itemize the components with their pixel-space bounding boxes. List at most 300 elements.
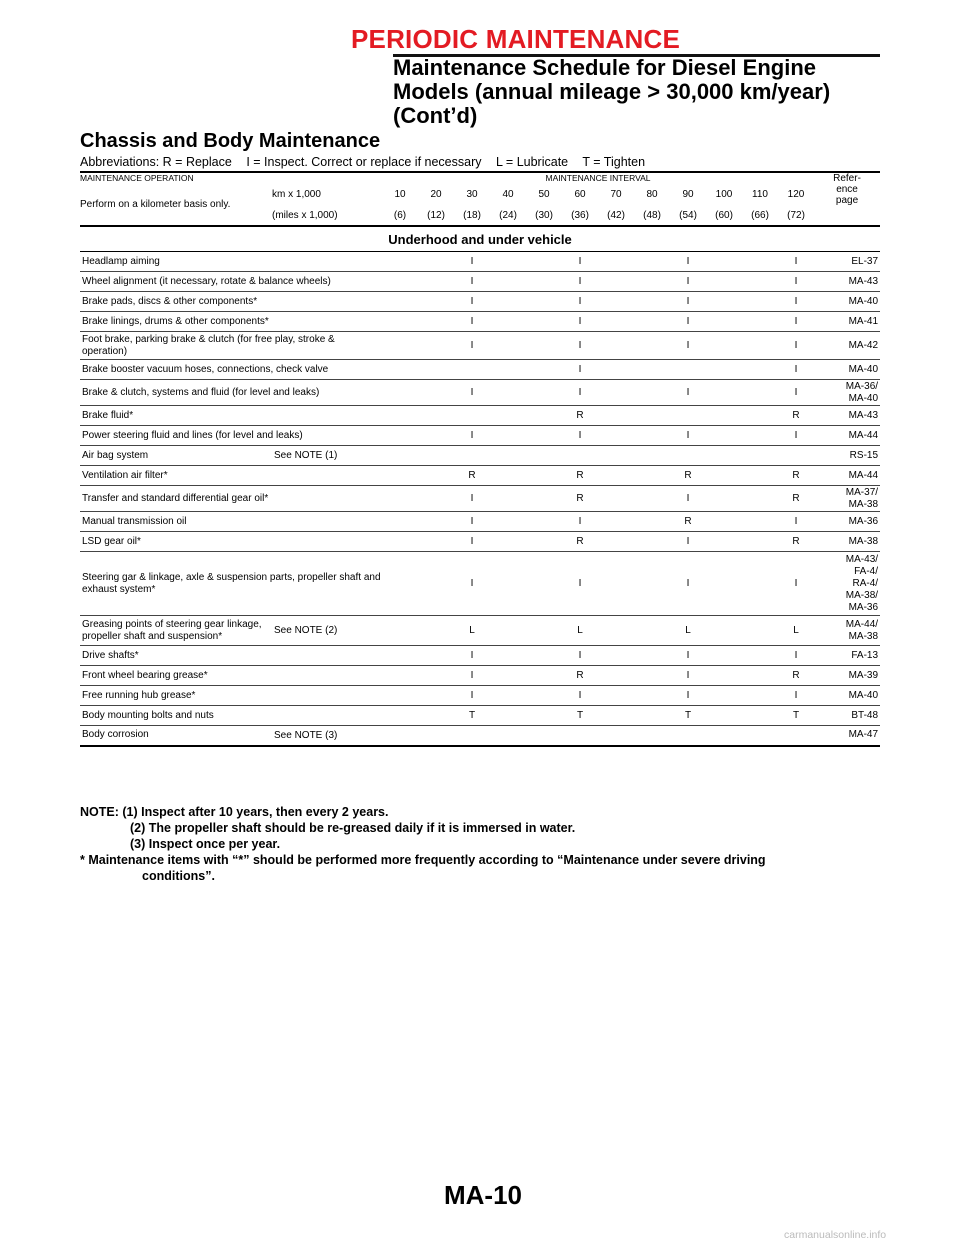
interval-mark xyxy=(706,666,742,686)
interval-mark: R xyxy=(454,466,490,486)
interval-mark: I xyxy=(670,686,706,706)
abbrev-inspect: I = Inspect. Correct or replace if necessary xyxy=(246,155,482,169)
interval-mark xyxy=(670,446,706,466)
reference-page-header xyxy=(814,172,880,226)
reference-header-line: Refer- xyxy=(833,173,861,184)
reference-page: MA-41 xyxy=(814,312,880,332)
table-row xyxy=(80,552,880,616)
interval-mark xyxy=(382,360,418,380)
interval-mark xyxy=(418,726,454,746)
interval-mark xyxy=(526,252,562,272)
interval-mark xyxy=(634,706,670,726)
interval-mark xyxy=(562,726,598,746)
km-value: 110 xyxy=(752,188,768,200)
interval-mark xyxy=(706,292,742,312)
interval-mark xyxy=(490,726,526,746)
reference-page: MA-36 xyxy=(814,512,880,532)
interval-mark: I xyxy=(778,252,814,272)
interval-mark xyxy=(490,380,526,406)
interval-mark: R xyxy=(778,666,814,686)
interval-mark xyxy=(598,332,634,360)
interval-mark: L xyxy=(670,616,706,646)
interval-mark xyxy=(418,552,454,616)
interval-mark: I xyxy=(562,380,598,406)
item-note: See NOTE (3) xyxy=(272,726,382,746)
note-line: * Maintenance items with “*” should be performed more frequently according to “Maintenance under severe driving xyxy=(80,853,766,867)
table-row xyxy=(80,426,880,446)
mile-value: (48) xyxy=(643,209,661,221)
interval-mark xyxy=(418,332,454,360)
interval-mark xyxy=(742,666,778,686)
interval-mark: I xyxy=(778,512,814,532)
interval-mark xyxy=(778,726,814,746)
item-name: Brake pads, discs & other components* xyxy=(80,292,382,312)
watermark: carmanualsonline.info xyxy=(784,1229,887,1241)
interval-mark: I xyxy=(562,360,598,380)
interval-mark xyxy=(706,646,742,666)
interval-mark xyxy=(706,312,742,332)
interval-mark xyxy=(634,252,670,272)
section-header: PERIODIC MAINTENANCE xyxy=(351,24,681,54)
interval-mark xyxy=(634,292,670,312)
interval-mark xyxy=(778,446,814,466)
interval-mark: L xyxy=(562,616,598,646)
interval-mark xyxy=(670,406,706,426)
interval-mark xyxy=(490,292,526,312)
interval-mark: I xyxy=(778,686,814,706)
item-name: Headlamp aiming xyxy=(80,252,382,272)
abbrev-replace: Abbreviations: R = Replace xyxy=(80,155,232,169)
reference-page: MA-37/ MA-38 xyxy=(814,486,880,512)
interval-mark xyxy=(526,686,562,706)
interval-mark xyxy=(742,406,778,426)
interval-mark xyxy=(526,380,562,406)
interval-mark xyxy=(706,706,742,726)
interval-mark xyxy=(706,446,742,466)
table-row xyxy=(80,292,880,312)
interval-mark: I xyxy=(454,486,490,512)
interval-mark xyxy=(490,426,526,446)
km-label: km x 1,000 xyxy=(272,188,321,200)
interval-mark: I xyxy=(670,666,706,686)
interval-mark: R xyxy=(562,532,598,552)
item-name: Transfer and standard differential gear oil* xyxy=(80,486,382,512)
interval-mark xyxy=(598,486,634,512)
km-value: 120 xyxy=(787,188,805,200)
interval-mark xyxy=(598,426,634,446)
table-row xyxy=(80,332,880,360)
interval-mark xyxy=(598,706,634,726)
interval-mark xyxy=(706,360,742,380)
maintenance-operation-header: MAINTENANCE OPERATION xyxy=(80,172,382,183)
interval-mark xyxy=(634,380,670,406)
interval-mark: R xyxy=(562,486,598,512)
interval-mark xyxy=(526,706,562,726)
interval-mark xyxy=(418,616,454,646)
table-row xyxy=(80,666,880,686)
interval-mark xyxy=(742,466,778,486)
interval-mark: I xyxy=(670,552,706,616)
interval-mark: I xyxy=(454,646,490,666)
interval-mark: T xyxy=(562,706,598,726)
page-title xyxy=(393,56,880,128)
interval-mark xyxy=(598,552,634,616)
interval-mark xyxy=(526,406,562,426)
interval-mark: I xyxy=(778,646,814,666)
table-header-row xyxy=(80,172,880,183)
item-name: Foot brake, parking brake & clutch (for free play, stroke & operation) xyxy=(80,332,382,360)
interval-mark: L xyxy=(778,616,814,646)
item-name: Ventilation air filter* xyxy=(80,466,382,486)
interval-mark xyxy=(706,552,742,616)
interval-mark xyxy=(598,686,634,706)
item-name: Steering gar & linkage, axle & suspension parts, propeller shaft and exhaust system* xyxy=(80,552,382,616)
interval-mark xyxy=(742,332,778,360)
page-title-line: Models (annual mileage > 30,000 km/year) xyxy=(393,79,831,104)
interval-mark: I xyxy=(562,646,598,666)
interval-mark xyxy=(742,646,778,666)
interval-mark: I xyxy=(454,272,490,292)
interval-mark: I xyxy=(778,272,814,292)
mile-value: (24) xyxy=(499,209,517,221)
interval-mark xyxy=(418,446,454,466)
interval-mark: I xyxy=(670,646,706,666)
item-note: See NOTE (2) xyxy=(272,616,382,646)
interval-mark xyxy=(562,446,598,466)
interval-mark: R xyxy=(778,486,814,512)
interval-mark xyxy=(598,726,634,746)
interval-mark xyxy=(598,466,634,486)
interval-mark xyxy=(382,486,418,512)
abbreviations xyxy=(80,155,656,169)
interval-mark: I xyxy=(454,312,490,332)
interval-mark: I xyxy=(778,380,814,406)
interval-mark xyxy=(742,486,778,512)
interval-mark: I xyxy=(454,532,490,552)
interval-mark: I xyxy=(562,312,598,332)
perform-note: Perform on a kilometer basis only. xyxy=(80,198,231,210)
mile-value: (12) xyxy=(427,209,445,221)
item-name: Drive shafts* xyxy=(80,646,382,666)
abbrev-lubricate: L = Lubricate xyxy=(495,155,569,169)
interval-mark xyxy=(418,292,454,312)
interval-mark xyxy=(706,532,742,552)
interval-mark xyxy=(742,552,778,616)
interval-mark: I xyxy=(670,380,706,406)
interval-mark xyxy=(382,466,418,486)
interval-mark: I xyxy=(778,292,814,312)
mile-value: (60) xyxy=(715,209,733,221)
table-row xyxy=(80,706,880,726)
item-name: LSD gear oil* xyxy=(80,532,382,552)
interval-mark xyxy=(382,726,418,746)
interval-mark xyxy=(490,252,526,272)
interval-mark: I xyxy=(778,426,814,446)
interval-mark xyxy=(418,466,454,486)
reference-page: BT-48 xyxy=(814,706,880,726)
interval-mark xyxy=(490,706,526,726)
interval-mark xyxy=(382,706,418,726)
item-name: Greasing points of steering gear linkage, propeller shaft and suspension* xyxy=(80,616,272,646)
interval-mark xyxy=(490,616,526,646)
interval-mark xyxy=(418,666,454,686)
interval-mark xyxy=(526,486,562,512)
interval-mark xyxy=(706,272,742,292)
table-row xyxy=(80,312,880,332)
note-line: (2) The propeller shaft should be re-greased daily if it is immersed in water. xyxy=(130,821,576,835)
interval-mark: I xyxy=(778,312,814,332)
interval-mark xyxy=(490,532,526,552)
interval-mark: I xyxy=(454,666,490,686)
interval-mark xyxy=(634,360,670,380)
interval-mark xyxy=(670,360,706,380)
interval-mark: I xyxy=(670,312,706,332)
reference-page: RS-15 xyxy=(814,446,880,466)
interval-mark xyxy=(634,486,670,512)
interval-mark xyxy=(598,646,634,666)
interval-mark: R xyxy=(778,466,814,486)
reference-header-line: ence xyxy=(836,184,858,195)
miles-label: (miles x 1,000) xyxy=(272,209,338,221)
interval-mark: I xyxy=(670,252,706,272)
km-value: 70 xyxy=(610,188,622,200)
interval-mark xyxy=(706,616,742,646)
interval-mark xyxy=(598,406,634,426)
reference-page: EL-37 xyxy=(814,252,880,272)
group-title: Underhood and under vehicle xyxy=(80,226,880,252)
mile-value: (6) xyxy=(393,209,407,221)
interval-mark: I xyxy=(562,332,598,360)
interval-mark: I xyxy=(454,512,490,532)
interval-mark xyxy=(526,292,562,312)
interval-mark xyxy=(382,532,418,552)
interval-mark xyxy=(382,666,418,686)
interval-mark: T xyxy=(454,706,490,726)
interval-mark: I xyxy=(778,332,814,360)
maintenance-table xyxy=(80,171,880,747)
interval-mark xyxy=(454,726,490,746)
interval-mark xyxy=(634,406,670,426)
reference-page: MA-36/ MA-40 xyxy=(814,380,880,406)
mile-value: (18) xyxy=(463,209,481,221)
interval-mark xyxy=(598,512,634,532)
interval-mark: R xyxy=(562,466,598,486)
interval-mark xyxy=(382,512,418,532)
interval-mark xyxy=(634,726,670,746)
interval-mark xyxy=(418,532,454,552)
interval-mark xyxy=(742,726,778,746)
interval-mark xyxy=(454,360,490,380)
mile-value: (42) xyxy=(607,209,625,221)
km-value: 100 xyxy=(715,188,733,200)
interval-mark xyxy=(706,426,742,446)
interval-mark: I xyxy=(562,252,598,272)
interval-mark xyxy=(598,380,634,406)
interval-mark: R xyxy=(778,406,814,426)
interval-mark xyxy=(418,312,454,332)
interval-mark xyxy=(382,552,418,616)
table-row xyxy=(80,446,880,466)
interval-mark xyxy=(490,686,526,706)
interval-mark xyxy=(634,466,670,486)
interval-mark: T xyxy=(778,706,814,726)
interval-mark xyxy=(634,312,670,332)
notes xyxy=(80,804,882,884)
km-value: 50 xyxy=(538,188,550,200)
interval-mark xyxy=(742,616,778,646)
interval-mark xyxy=(490,666,526,686)
interval-mark xyxy=(382,616,418,646)
interval-mark xyxy=(490,552,526,616)
interval-mark xyxy=(634,426,670,446)
interval-mark xyxy=(634,532,670,552)
reference-page: MA-44 xyxy=(814,426,880,446)
interval-mark xyxy=(490,646,526,666)
reference-header-line: page xyxy=(835,195,859,206)
interval-mark xyxy=(742,686,778,706)
interval-mark: I xyxy=(670,532,706,552)
interval-mark xyxy=(526,532,562,552)
page-number: MA-10 xyxy=(444,1180,523,1210)
interval-mark: I xyxy=(454,292,490,312)
item-name: Brake & clutch, systems and fluid (for level and leaks) xyxy=(80,380,382,406)
interval-mark xyxy=(418,706,454,726)
table-row xyxy=(80,726,880,746)
interval-mark xyxy=(526,726,562,746)
interval-mark xyxy=(526,446,562,466)
km-value: 30 xyxy=(466,188,478,200)
item-name: Manual transmission oil xyxy=(80,512,382,532)
mile-value: (36) xyxy=(571,209,589,221)
interval-mark xyxy=(670,726,706,746)
table-row xyxy=(80,380,880,406)
item-name: Power steering fluid and lines (for level and leaks) xyxy=(80,426,382,446)
interval-mark xyxy=(526,666,562,686)
interval-mark xyxy=(382,312,418,332)
mile-value: (54) xyxy=(679,209,697,221)
interval-mark xyxy=(634,666,670,686)
interval-mark xyxy=(742,512,778,532)
interval-mark xyxy=(598,666,634,686)
interval-mark: I xyxy=(670,292,706,312)
reference-page: MA-47 xyxy=(814,726,880,746)
item-name: Body corrosion xyxy=(80,726,272,746)
interval-mark: I xyxy=(562,426,598,446)
interval-mark xyxy=(490,486,526,512)
interval-mark xyxy=(706,406,742,426)
interval-mark xyxy=(526,426,562,446)
note-line: (3) Inspect once per year. xyxy=(130,837,281,851)
interval-mark xyxy=(598,446,634,466)
interval-mark xyxy=(634,686,670,706)
interval-mark: R xyxy=(670,512,706,532)
reference-page: MA-39 xyxy=(814,666,880,686)
interval-mark xyxy=(742,272,778,292)
interval-mark xyxy=(418,646,454,666)
km-value: 80 xyxy=(646,188,658,200)
interval-mark xyxy=(706,512,742,532)
km-value: 40 xyxy=(502,188,514,200)
interval-mark xyxy=(418,512,454,532)
table-row xyxy=(80,272,880,292)
interval-mark xyxy=(418,426,454,446)
interval-mark xyxy=(526,616,562,646)
table-row xyxy=(80,646,880,666)
interval-mark: I xyxy=(562,272,598,292)
note-line: conditions”. xyxy=(142,869,215,883)
interval-mark xyxy=(634,646,670,666)
mile-value: (30) xyxy=(535,209,553,221)
table-body xyxy=(80,252,880,746)
interval-mark: I xyxy=(562,512,598,532)
interval-mark: I xyxy=(454,686,490,706)
reference-page: MA-38 xyxy=(814,532,880,552)
table-row xyxy=(80,360,880,380)
interval-mark xyxy=(526,466,562,486)
interval-mark xyxy=(706,466,742,486)
interval-mark: R xyxy=(778,532,814,552)
interval-mark: I xyxy=(562,686,598,706)
interval-mark xyxy=(490,272,526,292)
interval-mark: I xyxy=(670,486,706,512)
interval-mark: R xyxy=(670,466,706,486)
interval-mark xyxy=(742,292,778,312)
chapter-title: Chassis and Body Maintenance xyxy=(80,130,381,152)
reference-page: MA-40 xyxy=(814,686,880,706)
interval-mark xyxy=(526,360,562,380)
interval-mark xyxy=(382,272,418,292)
interval-mark: I xyxy=(778,360,814,380)
interval-mark: I xyxy=(562,552,598,616)
interval-mark xyxy=(382,646,418,666)
table-row xyxy=(80,686,880,706)
reference-page: MA-43/ FA-4/ RA-4/ MA-38/ MA-36 xyxy=(814,552,880,616)
interval-mark: I xyxy=(454,426,490,446)
interval-mark xyxy=(706,380,742,406)
interval-mark xyxy=(418,686,454,706)
note-line: NOTE: (1) Inspect after 10 years, then every 2 years. xyxy=(80,805,389,819)
interval-mark xyxy=(598,292,634,312)
interval-mark xyxy=(490,360,526,380)
interval-mark: I xyxy=(562,292,598,312)
interval-mark xyxy=(490,312,526,332)
interval-mark xyxy=(598,616,634,646)
interval-mark xyxy=(490,332,526,360)
interval-mark xyxy=(382,686,418,706)
interval-mark: I xyxy=(778,552,814,616)
interval-mark xyxy=(742,312,778,332)
abbrev-tighten: T = Tighten xyxy=(582,155,646,169)
interval-mark xyxy=(706,486,742,512)
reference-page: MA-43 xyxy=(814,272,880,292)
interval-mark xyxy=(706,686,742,706)
interval-mark xyxy=(418,486,454,512)
interval-mark xyxy=(742,706,778,726)
km-value: 60 xyxy=(574,188,586,200)
page-title-line: (Cont’d) xyxy=(393,103,478,128)
interval-mark xyxy=(526,646,562,666)
interval-mark: R xyxy=(562,666,598,686)
interval-mark xyxy=(526,332,562,360)
km-value: 90 xyxy=(682,188,694,200)
interval-mark xyxy=(706,332,742,360)
item-name: Brake booster vacuum hoses, connections, check valve xyxy=(80,360,382,380)
interval-mark xyxy=(598,312,634,332)
km-value: 10 xyxy=(394,188,406,200)
interval-mark xyxy=(490,512,526,532)
interval-mark xyxy=(634,616,670,646)
interval-mark xyxy=(742,446,778,466)
